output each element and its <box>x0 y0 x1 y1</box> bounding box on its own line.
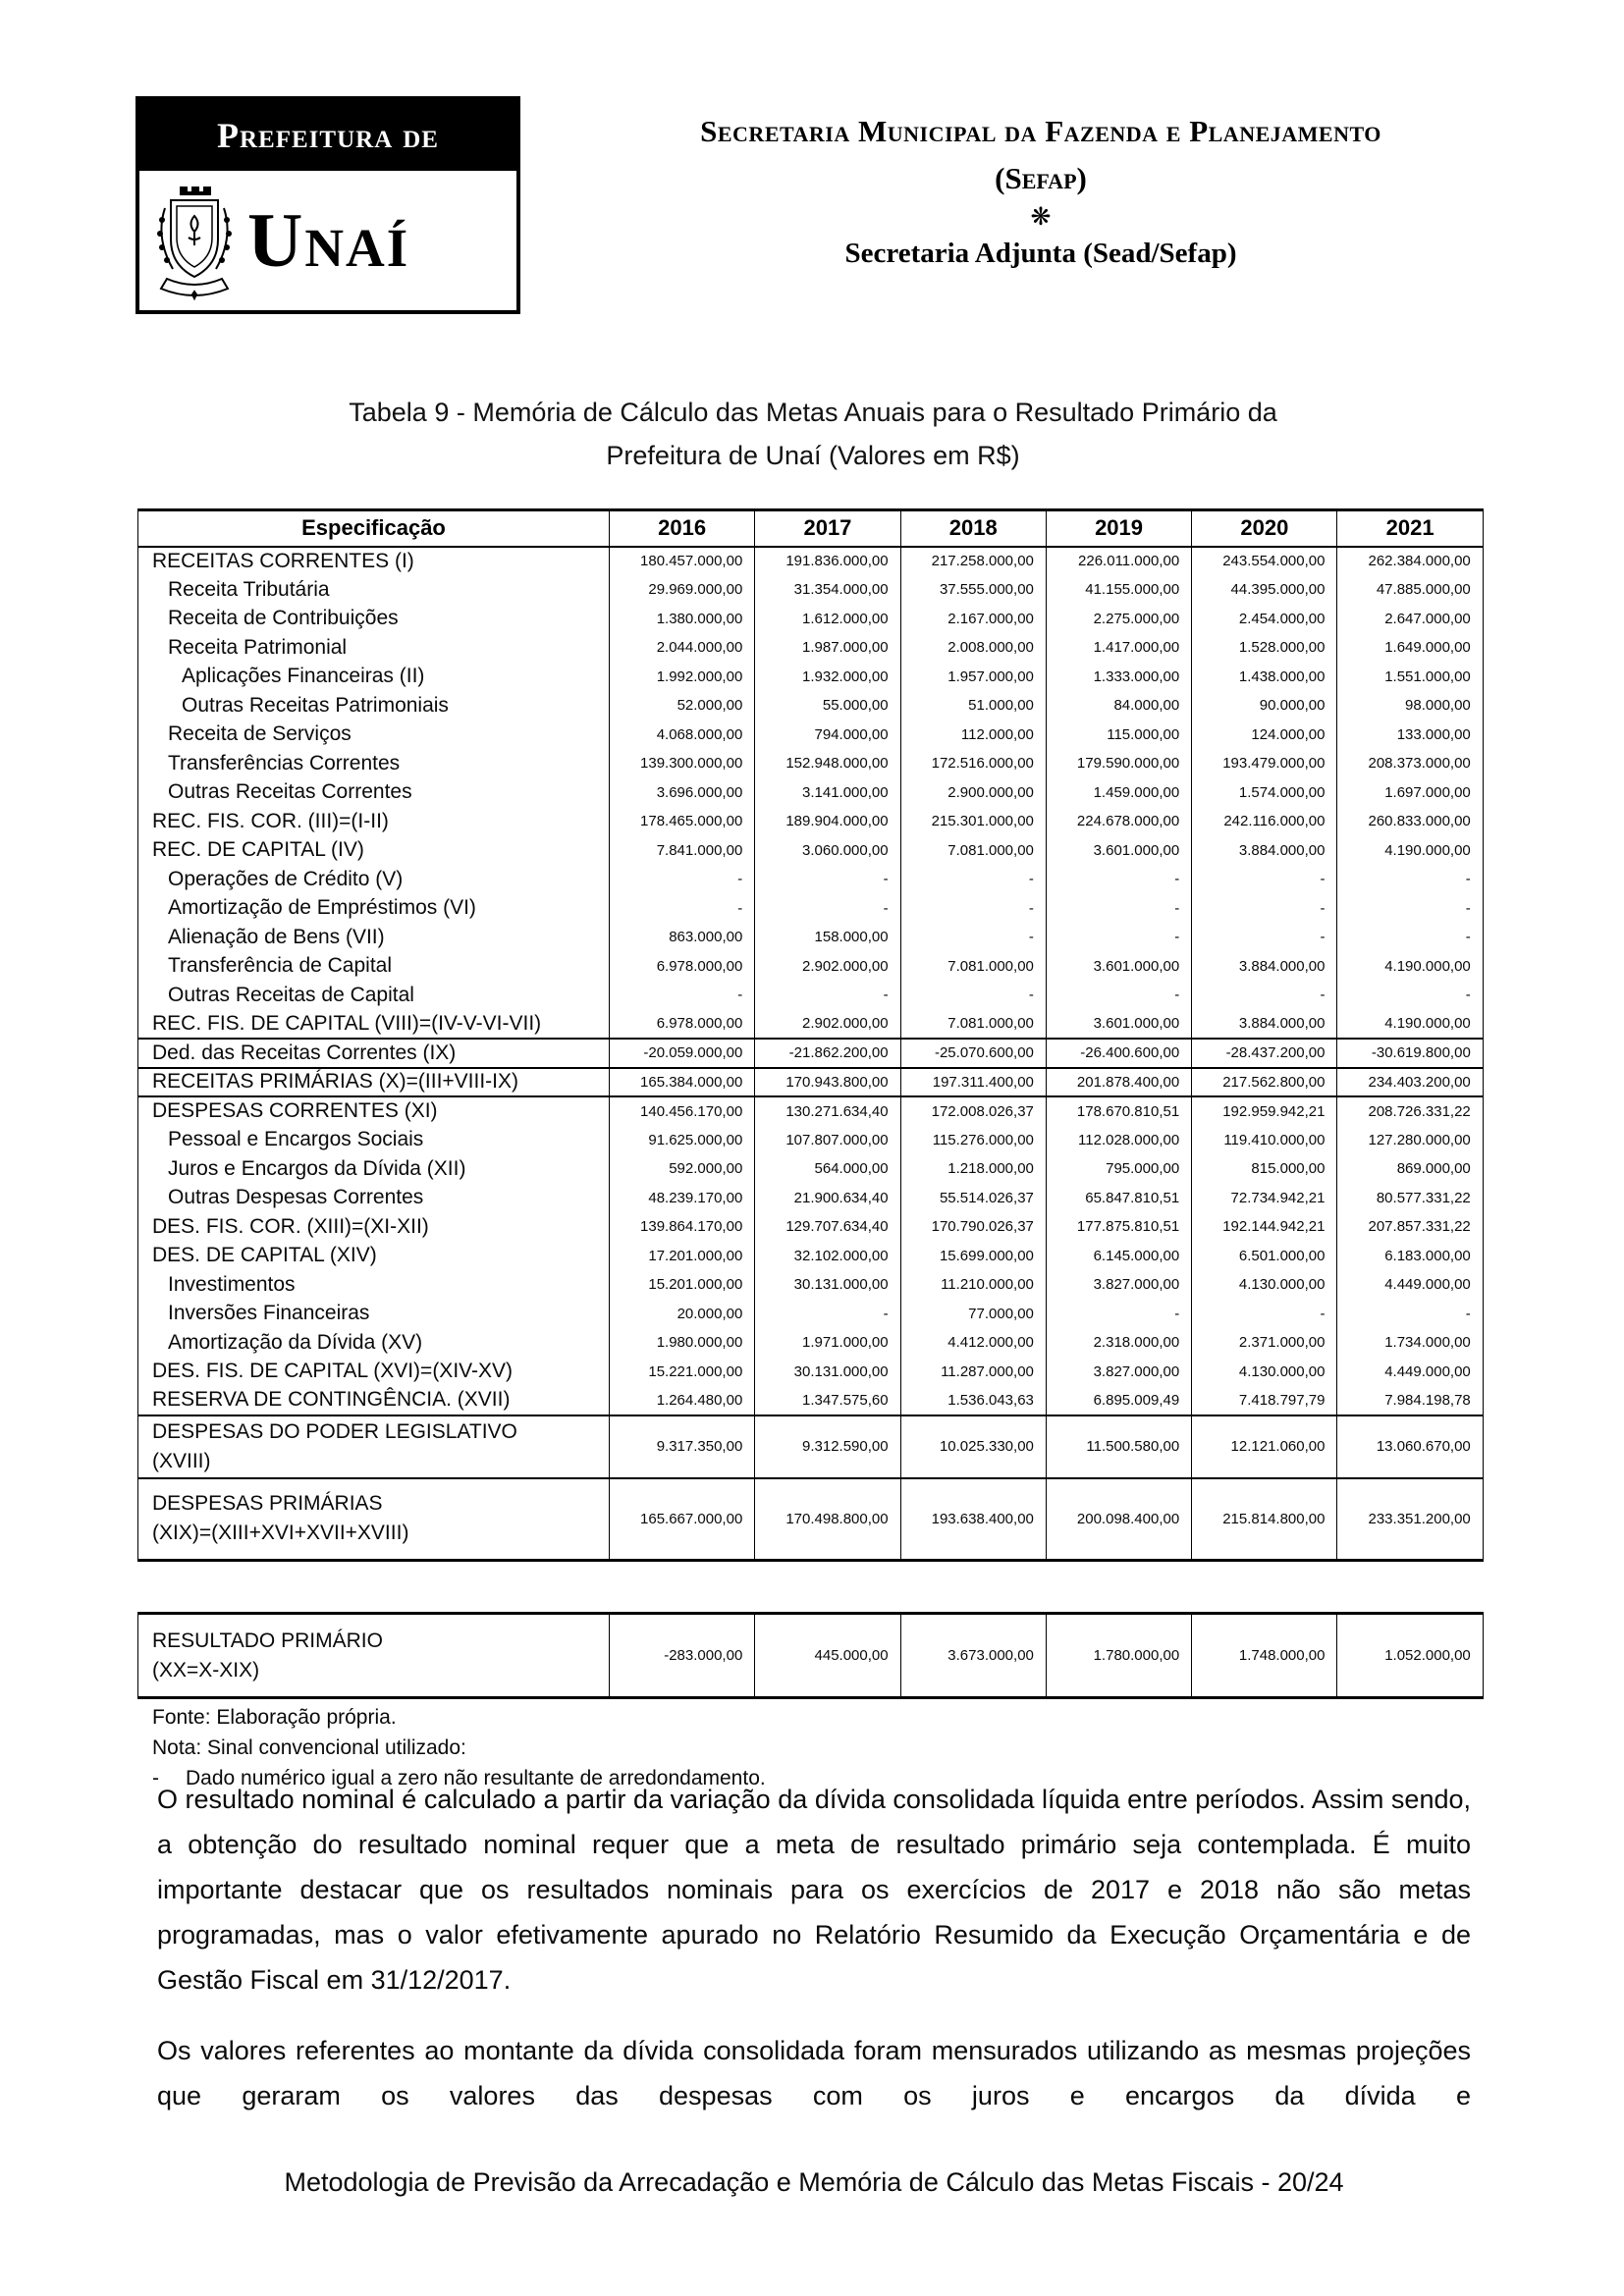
value-cell: 215.814.800,00 <box>1192 1478 1337 1561</box>
value-cell: 3.884.000,00 <box>1192 952 1337 982</box>
value-cell: 3.601.000,00 <box>1046 952 1191 982</box>
table-title <box>157 391 1469 477</box>
value-cell: - <box>755 981 900 1010</box>
value-cell: 21.900.634,40 <box>755 1184 900 1213</box>
value-cell: 201.878.400,00 <box>1046 1068 1191 1097</box>
value-cell: 217.258.000,00 <box>900 547 1046 576</box>
value-cell: - <box>900 894 1046 924</box>
table-row <box>138 633 1484 663</box>
value-cell: 72.734.942,21 <box>1192 1184 1337 1213</box>
value-cell: - <box>1046 981 1191 1010</box>
value-cell: 55.000,00 <box>755 691 900 721</box>
value-cell: - <box>1192 923 1337 952</box>
value-cell: 1.264.480,00 <box>610 1386 755 1415</box>
value-cell: 119.410.000,00 <box>1192 1126 1337 1155</box>
value-cell: 3.601.000,00 <box>1046 1010 1191 1040</box>
row-label: DES. DE CAPITAL (XIV) <box>138 1242 610 1271</box>
value-cell: 98.000,00 <box>1337 691 1483 721</box>
value-cell: 445.000,00 <box>755 1614 900 1698</box>
value-cell: - <box>755 894 900 924</box>
value-cell: 107.807.000,00 <box>755 1126 900 1155</box>
logo-city-name: Unaí <box>247 197 410 283</box>
value-cell: 15.201.000,00 <box>610 1270 755 1300</box>
value-cell: 127.280.000,00 <box>1337 1126 1483 1155</box>
value-cell: 130.271.634,40 <box>755 1096 900 1126</box>
value-cell: 1.417.000,00 <box>1046 633 1191 663</box>
value-cell: 3.141.000,00 <box>755 778 900 808</box>
value-cell: 1.380.000,00 <box>610 605 755 634</box>
row-label: Transferência de Capital <box>138 952 610 982</box>
table-title-line2: Prefeitura de Unaí (Valores em R$) <box>606 441 1020 470</box>
table-row <box>138 1270 1484 1300</box>
value-cell: -283.000,00 <box>610 1614 755 1698</box>
value-cell: 6.501.000,00 <box>1192 1242 1337 1271</box>
value-cell: 41.155.000,00 <box>1046 575 1191 605</box>
value-cell: 55.514.026,37 <box>900 1184 1046 1213</box>
table-row <box>138 1184 1484 1213</box>
value-cell: -28.437.200,00 <box>1192 1039 1337 1068</box>
table-row <box>138 1096 1484 1126</box>
value-cell: 1.748.000,00 <box>1192 1614 1337 1698</box>
table-title-line1: Tabela 9 - Memória de Cálculo das Metas Anuais para o Resultado Primário da <box>349 398 1277 427</box>
value-cell: 15.221.000,00 <box>610 1358 755 1387</box>
row-label: Juros e Encargos da Dívida (XII) <box>138 1154 610 1184</box>
row-label: Transferências Correntes <box>138 749 610 778</box>
value-cell: 9.312.590,00 <box>755 1415 900 1478</box>
value-cell: 165.667.000,00 <box>610 1478 755 1561</box>
table-row <box>138 749 1484 778</box>
value-cell: - <box>1046 865 1191 894</box>
bullet-dash: - <box>152 1767 159 1789</box>
value-cell: 7.081.000,00 <box>900 836 1046 866</box>
value-cell: 1.987.000,00 <box>755 633 900 663</box>
value-cell: 180.457.000,00 <box>610 547 755 576</box>
value-cell: 1.536.043,63 <box>900 1386 1046 1415</box>
value-cell: 815.000,00 <box>1192 1154 1337 1184</box>
prefeitura-logo <box>135 96 520 314</box>
table-row <box>138 1010 1484 1040</box>
value-cell: 208.373.000,00 <box>1337 749 1483 778</box>
body-paragraph-2: Os valores referentes ao montante da dívida consolidada foram mensurados utilizando as mesmas projeções que geraram os valores das despesas com os juros e encargos da dívida e <box>157 2036 1471 2110</box>
value-cell: 129.707.634,40 <box>755 1212 900 1242</box>
table-row <box>138 894 1484 924</box>
value-cell: 52.000,00 <box>610 691 755 721</box>
value-cell: - <box>1192 865 1337 894</box>
value-cell: 2.371.000,00 <box>1192 1328 1337 1358</box>
value-cell: 2.008.000,00 <box>900 633 1046 663</box>
value-cell: - <box>900 923 1046 952</box>
value-cell: 1.551.000,00 <box>1337 663 1483 692</box>
value-cell: 179.590.000,00 <box>1046 749 1191 778</box>
value-cell: 172.008.026,37 <box>900 1096 1046 1126</box>
row-label: Receita Tributária <box>138 575 610 605</box>
column-header: 2016 <box>610 510 755 547</box>
row-label: Aplicações Financeiras (II) <box>138 663 610 692</box>
page-footer: Metodologia de Previsão da Arrecadação e Memória de Cálculo das Metas Fiscais - 20/24 <box>284 2167 1344 2197</box>
value-cell: 44.395.000,00 <box>1192 575 1337 605</box>
value-cell: 191.836.000,00 <box>755 547 900 576</box>
value-cell: 10.025.330,00 <box>900 1415 1046 1478</box>
value-cell: 51.000,00 <box>900 691 1046 721</box>
table-row <box>138 778 1484 808</box>
value-cell: 1.347.575,60 <box>755 1386 900 1415</box>
row-label: Investimentos <box>138 1270 610 1300</box>
value-cell: -21.862.200,00 <box>755 1039 900 1068</box>
value-cell: 197.311.400,00 <box>900 1068 1046 1097</box>
value-cell: 158.000,00 <box>755 923 900 952</box>
column-header: Especificação <box>138 510 610 547</box>
source-note: Fonte: Elaboração própria. <box>152 1706 397 1729</box>
value-cell: 189.904.000,00 <box>755 807 900 836</box>
value-cell: 795.000,00 <box>1046 1154 1191 1184</box>
table-row <box>138 1614 1484 1698</box>
table-row <box>138 1068 1484 1097</box>
value-cell: 869.000,00 <box>1337 1154 1483 1184</box>
value-cell: 1.992.000,00 <box>610 663 755 692</box>
value-cell: 90.000,00 <box>1192 691 1337 721</box>
value-cell: 4.130.000,00 <box>1192 1270 1337 1300</box>
value-cell: 192.144.942,21 <box>1192 1212 1337 1242</box>
value-cell: 1.697.000,00 <box>1337 778 1483 808</box>
value-cell: 152.948.000,00 <box>755 749 900 778</box>
value-cell: 200.098.400,00 <box>1046 1478 1191 1561</box>
row-label: Receita Patrimonial <box>138 633 610 663</box>
value-cell: 1.052.000,00 <box>1337 1614 1483 1698</box>
value-cell: 84.000,00 <box>1046 691 1191 721</box>
value-cell: 139.864.170,00 <box>610 1212 755 1242</box>
value-cell: 193.638.400,00 <box>900 1478 1046 1561</box>
row-label: Alienação de Bens (VII) <box>138 923 610 952</box>
table-row <box>138 836 1484 866</box>
value-cell: 4.068.000,00 <box>610 721 755 750</box>
value-cell: 243.554.000,00 <box>1192 547 1337 576</box>
value-cell: 112.000,00 <box>900 721 1046 750</box>
table-row <box>138 923 1484 952</box>
value-cell: -30.619.800,00 <box>1337 1039 1483 1068</box>
value-cell: 233.351.200,00 <box>1337 1478 1483 1561</box>
row-label: RESERVA DE CONTINGÊNCIA. (XVII) <box>138 1386 610 1415</box>
table-row <box>138 981 1484 1010</box>
value-cell: 37.555.000,00 <box>900 575 1046 605</box>
value-cell: 77.000,00 <box>900 1300 1046 1329</box>
value-cell: 7.081.000,00 <box>900 952 1046 982</box>
row-label: Amortização de Empréstimos (VI) <box>138 894 610 924</box>
value-cell: 2.167.000,00 <box>900 605 1046 634</box>
value-cell: - <box>1192 981 1337 1010</box>
value-cell: 1.459.000,00 <box>1046 778 1191 808</box>
logo-prefeitura-text: Prefeitura de <box>217 116 439 155</box>
value-cell: 1.957.000,00 <box>900 663 1046 692</box>
value-cell: 31.354.000,00 <box>755 575 900 605</box>
convention-note: Nota: Sinal convencional utilizado: <box>152 1736 466 1759</box>
row-label: REC. FIS. DE CAPITAL (VIII)=(IV-V-VI-VII) <box>138 1010 610 1040</box>
row-label: Outras Receitas Patrimoniais <box>138 691 610 721</box>
value-cell: 172.516.000,00 <box>900 749 1046 778</box>
value-cell: - <box>755 865 900 894</box>
column-header: 2019 <box>1046 510 1191 547</box>
value-cell: 260.833.000,00 <box>1337 807 1483 836</box>
logo-top-bar <box>139 100 516 171</box>
resultado-primario-table <box>137 1612 1484 1699</box>
row-label: DESPESAS DO PODER LEGISLATIVO (XVIII) <box>138 1415 610 1478</box>
value-cell: 170.498.800,00 <box>755 1478 900 1561</box>
table-row <box>138 807 1484 836</box>
bullet-text: Dado numérico igual a zero não resultante de arredondamento. <box>186 1767 766 1789</box>
org-secretariat-acronym: (Sefap) <box>995 161 1087 195</box>
value-cell: 234.403.200,00 <box>1337 1068 1483 1097</box>
value-cell: 1.612.000,00 <box>755 605 900 634</box>
table-row <box>138 1328 1484 1358</box>
value-cell: 208.726.331,22 <box>1337 1096 1483 1126</box>
value-cell: - <box>1192 894 1337 924</box>
table-row <box>138 1386 1484 1415</box>
value-cell: 11.500.580,00 <box>1046 1415 1191 1478</box>
value-cell: -26.400.600,00 <box>1046 1039 1191 1068</box>
value-cell: - <box>1192 1300 1337 1329</box>
table-row <box>138 1300 1484 1329</box>
value-cell: 226.011.000,00 <box>1046 547 1191 576</box>
value-cell: - <box>1046 1300 1191 1329</box>
row-label: Outras Despesas Correntes <box>138 1184 610 1213</box>
value-cell: 2.902.000,00 <box>755 1010 900 1040</box>
value-cell: 1.932.000,00 <box>755 663 900 692</box>
table-row <box>138 1478 1484 1561</box>
value-cell: 48.239.170,00 <box>610 1184 755 1213</box>
value-cell: 224.678.000,00 <box>1046 807 1191 836</box>
row-label: Amortização da Dívida (XV) <box>138 1328 610 1358</box>
row-label: Operações de Crédito (V) <box>138 865 610 894</box>
table-row <box>138 1126 1484 1155</box>
value-cell: - <box>1337 894 1483 924</box>
value-cell: 207.857.331,22 <box>1337 1212 1483 1242</box>
value-cell: - <box>755 1300 900 1329</box>
value-cell: 30.131.000,00 <box>755 1270 900 1300</box>
value-cell: 7.841.000,00 <box>610 836 755 866</box>
value-cell: 1.574.000,00 <box>1192 778 1337 808</box>
unai-coat-of-arms-icon <box>151 179 238 302</box>
row-label: Pessoal e Encargos Sociais <box>138 1126 610 1155</box>
row-label: DESPESAS PRIMÁRIAS (XIX)=(XIII+XVI+XVII+XVIII) <box>138 1478 610 1561</box>
value-cell: 178.465.000,00 <box>610 807 755 836</box>
table-row <box>138 1154 1484 1184</box>
column-header: 2020 <box>1192 510 1337 547</box>
value-cell: 17.201.000,00 <box>610 1242 755 1271</box>
row-label: DES. FIS. DE CAPITAL (XVI)=(XIV-XV) <box>138 1358 610 1387</box>
table-row <box>138 1358 1484 1387</box>
value-cell: - <box>900 865 1046 894</box>
value-cell: 15.699.000,00 <box>900 1242 1046 1271</box>
value-cell: 140.456.170,00 <box>610 1096 755 1126</box>
value-cell: - <box>1337 865 1483 894</box>
column-header: 2018 <box>900 510 1046 547</box>
value-cell: 7.081.000,00 <box>900 1010 1046 1040</box>
value-cell: 47.885.000,00 <box>1337 575 1483 605</box>
value-cell: 115.000,00 <box>1046 721 1191 750</box>
value-cell: 3.884.000,00 <box>1192 836 1337 866</box>
table-row <box>138 547 1484 576</box>
value-cell: 1.734.000,00 <box>1337 1328 1483 1358</box>
value-cell: 3.696.000,00 <box>610 778 755 808</box>
value-cell: 65.847.810,51 <box>1046 1184 1191 1213</box>
value-cell: 170.790.026,37 <box>900 1212 1046 1242</box>
value-cell: 3.827.000,00 <box>1046 1270 1191 1300</box>
value-cell: - <box>1337 923 1483 952</box>
value-cell: - <box>1046 894 1191 924</box>
value-cell: 139.300.000,00 <box>610 749 755 778</box>
table-row <box>138 575 1484 605</box>
value-cell: 3.673.000,00 <box>900 1614 1046 1698</box>
row-label: REC. FIS. COR. (III)=(I-II) <box>138 807 610 836</box>
value-cell: 6.145.000,00 <box>1046 1242 1191 1271</box>
value-cell: 2.318.000,00 <box>1046 1328 1191 1358</box>
value-cell: 262.384.000,00 <box>1337 547 1483 576</box>
value-cell: 1.971.000,00 <box>755 1328 900 1358</box>
row-label: Outras Receitas Correntes <box>138 778 610 808</box>
table-row <box>138 663 1484 692</box>
value-cell: 177.875.810,51 <box>1046 1212 1191 1242</box>
value-cell: 133.000,00 <box>1337 721 1483 750</box>
row-label: REC. DE CAPITAL (IV) <box>138 836 610 866</box>
table-row <box>138 1212 1484 1242</box>
value-cell: 4.190.000,00 <box>1337 836 1483 866</box>
value-cell: 32.102.000,00 <box>755 1242 900 1271</box>
value-cell: 242.116.000,00 <box>1192 807 1337 836</box>
value-cell: 217.562.800,00 <box>1192 1068 1337 1097</box>
value-cell: 91.625.000,00 <box>610 1126 755 1155</box>
value-cell: 11.210.000,00 <box>900 1270 1046 1300</box>
row-label: RESULTADO PRIMÁRIO (XX=X-XIX) <box>138 1614 610 1698</box>
value-cell: 1.438.000,00 <box>1192 663 1337 692</box>
value-cell: 4.412.000,00 <box>900 1328 1046 1358</box>
value-cell: 29.969.000,00 <box>610 575 755 605</box>
value-cell: 4.190.000,00 <box>1337 952 1483 982</box>
value-cell: 2.900.000,00 <box>900 778 1046 808</box>
value-cell: 3.060.000,00 <box>755 836 900 866</box>
table-row <box>138 1039 1484 1068</box>
value-cell: 193.479.000,00 <box>1192 749 1337 778</box>
value-cell: 4.130.000,00 <box>1192 1358 1337 1387</box>
value-cell: 6.183.000,00 <box>1337 1242 1483 1271</box>
value-cell: 1.528.000,00 <box>1192 633 1337 663</box>
value-cell: 30.131.000,00 <box>755 1358 900 1387</box>
row-label: Receita de Serviços <box>138 721 610 750</box>
row-label: DES. FIS. COR. (XIII)=(XI-XII) <box>138 1212 610 1242</box>
value-cell: 592.000,00 <box>610 1154 755 1184</box>
value-cell: 1.333.000,00 <box>1046 663 1191 692</box>
value-cell: 165.384.000,00 <box>610 1068 755 1097</box>
value-cell: 6.895.009,49 <box>1046 1386 1191 1415</box>
row-label: Ded. das Receitas Correntes (IX) <box>138 1039 610 1068</box>
org-adjunct-secretariat: Secretaria Adjunta (Sead/Sefap) <box>844 238 1237 269</box>
column-header: 2017 <box>755 510 900 547</box>
value-cell: 2.454.000,00 <box>1192 605 1337 634</box>
value-cell: 12.121.060,00 <box>1192 1415 1337 1478</box>
table-row <box>138 691 1484 721</box>
value-cell: -25.070.600,00 <box>900 1039 1046 1068</box>
value-cell: 115.276.000,00 <box>900 1126 1046 1155</box>
value-cell: 11.287.000,00 <box>900 1358 1046 1387</box>
table-row <box>138 721 1484 750</box>
value-cell: 1.649.000,00 <box>1337 633 1483 663</box>
metas-table <box>137 508 1484 1562</box>
star-divider-icon: ❋ <box>1030 204 1052 231</box>
row-label: DESPESAS CORRENTES (XI) <box>138 1096 610 1126</box>
value-cell: 4.449.000,00 <box>1337 1358 1483 1387</box>
value-cell: 564.000,00 <box>755 1154 900 1184</box>
value-cell: 170.943.800,00 <box>755 1068 900 1097</box>
value-cell: 80.577.331,22 <box>1337 1184 1483 1213</box>
logo-bottom-area <box>139 171 516 310</box>
value-cell: 4.449.000,00 <box>1337 1270 1483 1300</box>
value-cell: 20.000,00 <box>610 1300 755 1329</box>
value-cell: 7.984.198,78 <box>1337 1386 1483 1415</box>
value-cell: 1.980.000,00 <box>610 1328 755 1358</box>
row-label: RECEITAS CORRENTES (I) <box>138 547 610 576</box>
value-cell: - <box>610 865 755 894</box>
table-row <box>138 605 1484 634</box>
value-cell: 1.218.000,00 <box>900 1154 1046 1184</box>
org-header <box>530 114 1551 270</box>
value-cell: 215.301.000,00 <box>900 807 1046 836</box>
value-cell: 863.000,00 <box>610 923 755 952</box>
row-label: RECEITAS PRIMÁRIAS (X)=(III+VIII-IX) <box>138 1068 610 1097</box>
value-cell: 13.060.670,00 <box>1337 1415 1483 1478</box>
value-cell: 6.978.000,00 <box>610 952 755 982</box>
table-row <box>138 1242 1484 1271</box>
value-cell: 794.000,00 <box>755 721 900 750</box>
value-cell: - <box>1046 923 1191 952</box>
value-cell: 1.780.000,00 <box>1046 1614 1191 1698</box>
value-cell: 124.000,00 <box>1192 721 1337 750</box>
value-cell: 6.978.000,00 <box>610 1010 755 1040</box>
table-row <box>138 1415 1484 1478</box>
value-cell: 3.827.000,00 <box>1046 1358 1191 1387</box>
column-header: 2021 <box>1337 510 1483 547</box>
header-row <box>138 510 1484 547</box>
value-cell: - <box>610 981 755 1010</box>
org-secretariat-name: Secretaria Municipal da Fazenda e Planejamento <box>700 114 1381 148</box>
value-cell: - <box>900 981 1046 1010</box>
value-cell: 7.418.797,79 <box>1192 1386 1337 1415</box>
value-cell: 2.902.000,00 <box>755 952 900 982</box>
table-row <box>138 952 1484 982</box>
row-label: Outras Receitas de Capital <box>138 981 610 1010</box>
value-cell: 2.044.000,00 <box>610 633 755 663</box>
value-cell: -20.059.000,00 <box>610 1039 755 1068</box>
table-row <box>138 865 1484 894</box>
body-paragraph-1: O resultado nominal é calculado a partir da variação da dívida consolidada líquida entre períodos. Assim sendo, a obtenção do resultado nominal requer que a meta de resultado primário seja contemplada. É muito importante destacar que os resultados nominais para os exercícios de 2017 e 2018 não são metas programadas, mas o valor efetivamente apurado no Relatório Resumido da Execução Orçamentária e de Gestão Fiscal em 31/12/2017. <box>157 1785 1471 1995</box>
row-label: Receita de Contribuições <box>138 605 610 634</box>
value-cell: - <box>1337 981 1483 1010</box>
value-cell: 2.647.000,00 <box>1337 605 1483 634</box>
row-label: Inversões Financeiras <box>138 1300 610 1329</box>
value-cell: - <box>610 894 755 924</box>
value-cell: 4.190.000,00 <box>1337 1010 1483 1040</box>
value-cell: 3.601.000,00 <box>1046 836 1191 866</box>
value-cell: - <box>1337 1300 1483 1329</box>
value-cell: 178.670.810,51 <box>1046 1096 1191 1126</box>
value-cell: 112.028.000,00 <box>1046 1126 1191 1155</box>
value-cell: 2.275.000,00 <box>1046 605 1191 634</box>
value-cell: 3.884.000,00 <box>1192 1010 1337 1040</box>
value-cell: 192.959.942,21 <box>1192 1096 1337 1126</box>
value-cell: 9.317.350,00 <box>610 1415 755 1478</box>
